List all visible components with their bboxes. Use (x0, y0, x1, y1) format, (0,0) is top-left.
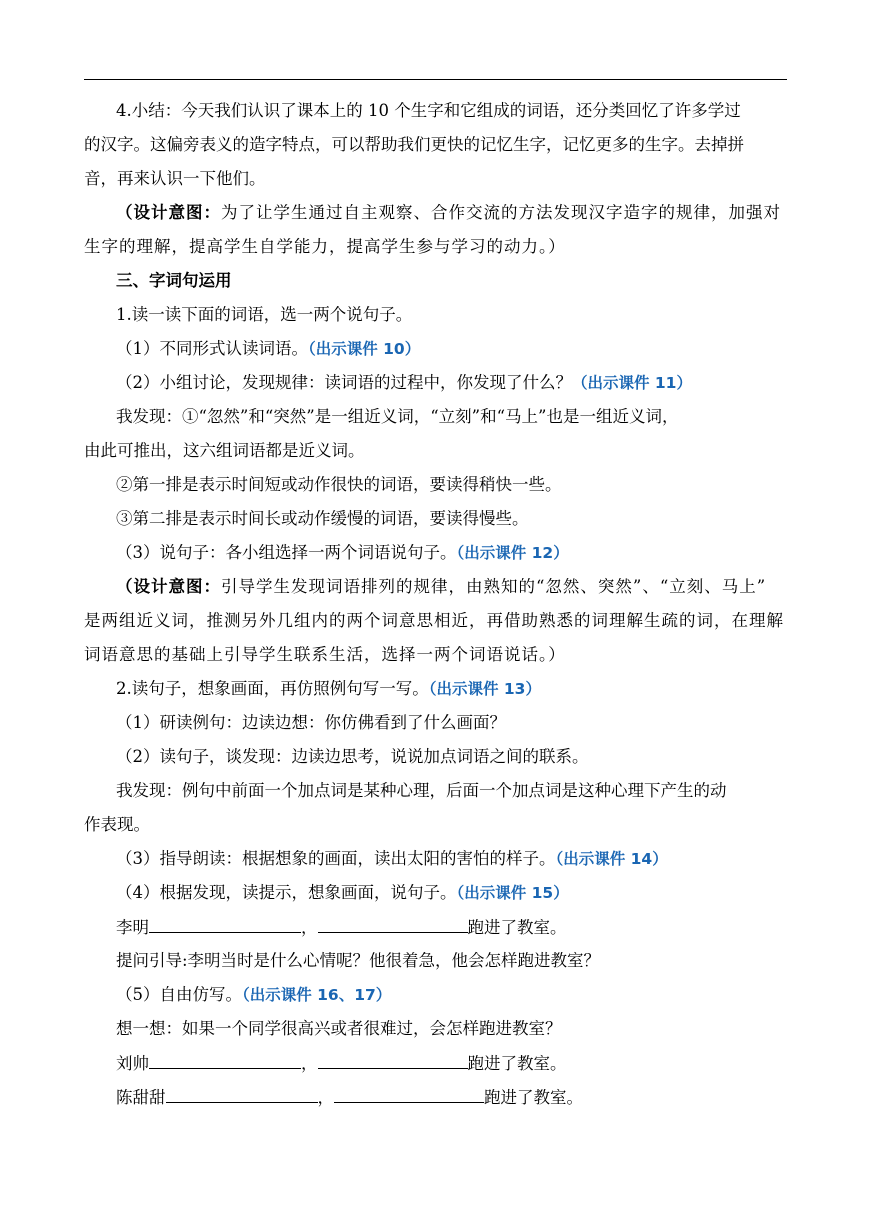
summary-line-3: 音，再来认识一下他们。 (84, 169, 266, 188)
fill-in-liming: 李明 ， 跑进了教室。 (116, 918, 567, 937)
design-intent-label: （设计意图： (116, 203, 221, 222)
step-1-1: （1）不同形式认读词语。（出示课件 10） (116, 339, 421, 358)
design-intent-2-line-2: 是两组近义词，推测另外几组内的两个词意思相近，再借助熟悉的词理解生疏的词，在理解 (84, 611, 784, 630)
think-question: 想一想：如果一个同学很高兴或者很难过，会怎样跑进教室？ (116, 1019, 562, 1038)
blank-line[interactable] (334, 1086, 484, 1103)
blank-line[interactable] (149, 1052, 301, 1069)
design-intent-2-line-3: 词语意思的基础上引导学生联系生活，选择一两个词语说话。） (84, 645, 566, 664)
fill-in-liushuai: 刘帅 ， 跑进了教室。 (116, 1054, 567, 1073)
step-2-4: （4）根据发现，读提示，想象画面，说句子。（出示课件 15） (116, 883, 569, 902)
finding-3: ③第二排是表示时间长或动作缓慢的词语，要读得慢些。 (116, 509, 529, 528)
design-intent-2-line-1: （设计意图：引导学生发现词语排列的规律，由熟知的“忽然、突然”、“立刻、马上” (116, 577, 767, 596)
courseware-tag: （出示课件 10） (308, 340, 421, 358)
finding-4-line-2: 作表现。 (84, 815, 150, 834)
design-intent-label: （设计意图： (116, 577, 221, 596)
courseware-tag: （出示课件 12） (456, 544, 569, 562)
blank-line[interactable] (166, 1086, 318, 1103)
design-intent-1-line-1: （设计意图：为了让学生通过自主观察、合作交流的方法发现汉字造字的规律，加强对 (116, 203, 781, 222)
finding-1-line-1: 我发现：①“忽然”和“突然”是一组近义词，“立刻”和“马上”也是一组近义词， (116, 407, 679, 426)
section-heading: 三、字词句运用 (116, 271, 232, 290)
finding-1-line-2: 由此可推出，这六组词语都是近义词。 (84, 441, 365, 460)
step-2-3: （3）指导朗读：根据想象的画面，读出太阳的害怕的样子。（出示课件 14） (116, 849, 668, 868)
finding-2: ②第一排是表示时间短或动作很快的词语，要读得稍快一些。 (116, 475, 562, 494)
blank-line[interactable] (318, 916, 468, 933)
finding-4-line-1: 我发现：例句中前面一个加点词是某种心理，后面一个加点词是这种心理下产生的动 (116, 781, 727, 800)
step-2-2: （2）读句子，谈发现：边读边思考，说说加点词语之间的联系。 (116, 747, 589, 766)
summary-line-1: 4.小结：今天我们认识了课本上的 10 个生字和它组成的词语，还分类回忆了许多学过 (116, 101, 741, 120)
prompt-question: 提问引导:李明当时是什么心情呢？他很着急，他会怎样跑进教室？ (116, 951, 601, 970)
step-2: 2.读句子，想象画面，再仿照例句写一写。（出示课件 13） (116, 679, 541, 698)
step-2-5: （5）自由仿写。（出示课件 16、17） (116, 985, 392, 1004)
courseware-tag: （出示课件 15） (456, 884, 569, 902)
step-2-1: （1）研读例句：边读边想：你仿佛看到了什么画面？ (116, 713, 506, 732)
courseware-tag: （出示课件 14） (555, 850, 668, 868)
step-1: 1.读一读下面的词语，选一两个说句子。 (116, 305, 413, 324)
blank-line[interactable] (149, 916, 301, 933)
blank-line[interactable] (318, 1052, 468, 1069)
summary-line-2: 的汉字。这偏旁表义的造字特点，可以帮助我们更快的记忆生字，记忆更多的生字。去掉拼 (84, 135, 744, 154)
header-rule (84, 79, 787, 80)
step-1-3: （3）说句子：各小组选择一两个词语说句子。（出示课件 12） (116, 543, 569, 562)
courseware-tag: （出示课件 13） (428, 680, 541, 698)
design-intent-1-line-2: 生字的理解，提高学生自学能力，提高学生参与学习的动力。） (84, 237, 566, 256)
step-1-2: （2）小组讨论，发现规律：读词语的过程中，你发现了什么？（出示课件 11） (116, 373, 692, 392)
courseware-tag: （出示课件 11） (572, 374, 692, 392)
fill-in-chentiantian: 陈甜甜 ， 跑进了教室。 (116, 1088, 583, 1107)
courseware-tag: （出示课件 16、17） (242, 986, 392, 1004)
